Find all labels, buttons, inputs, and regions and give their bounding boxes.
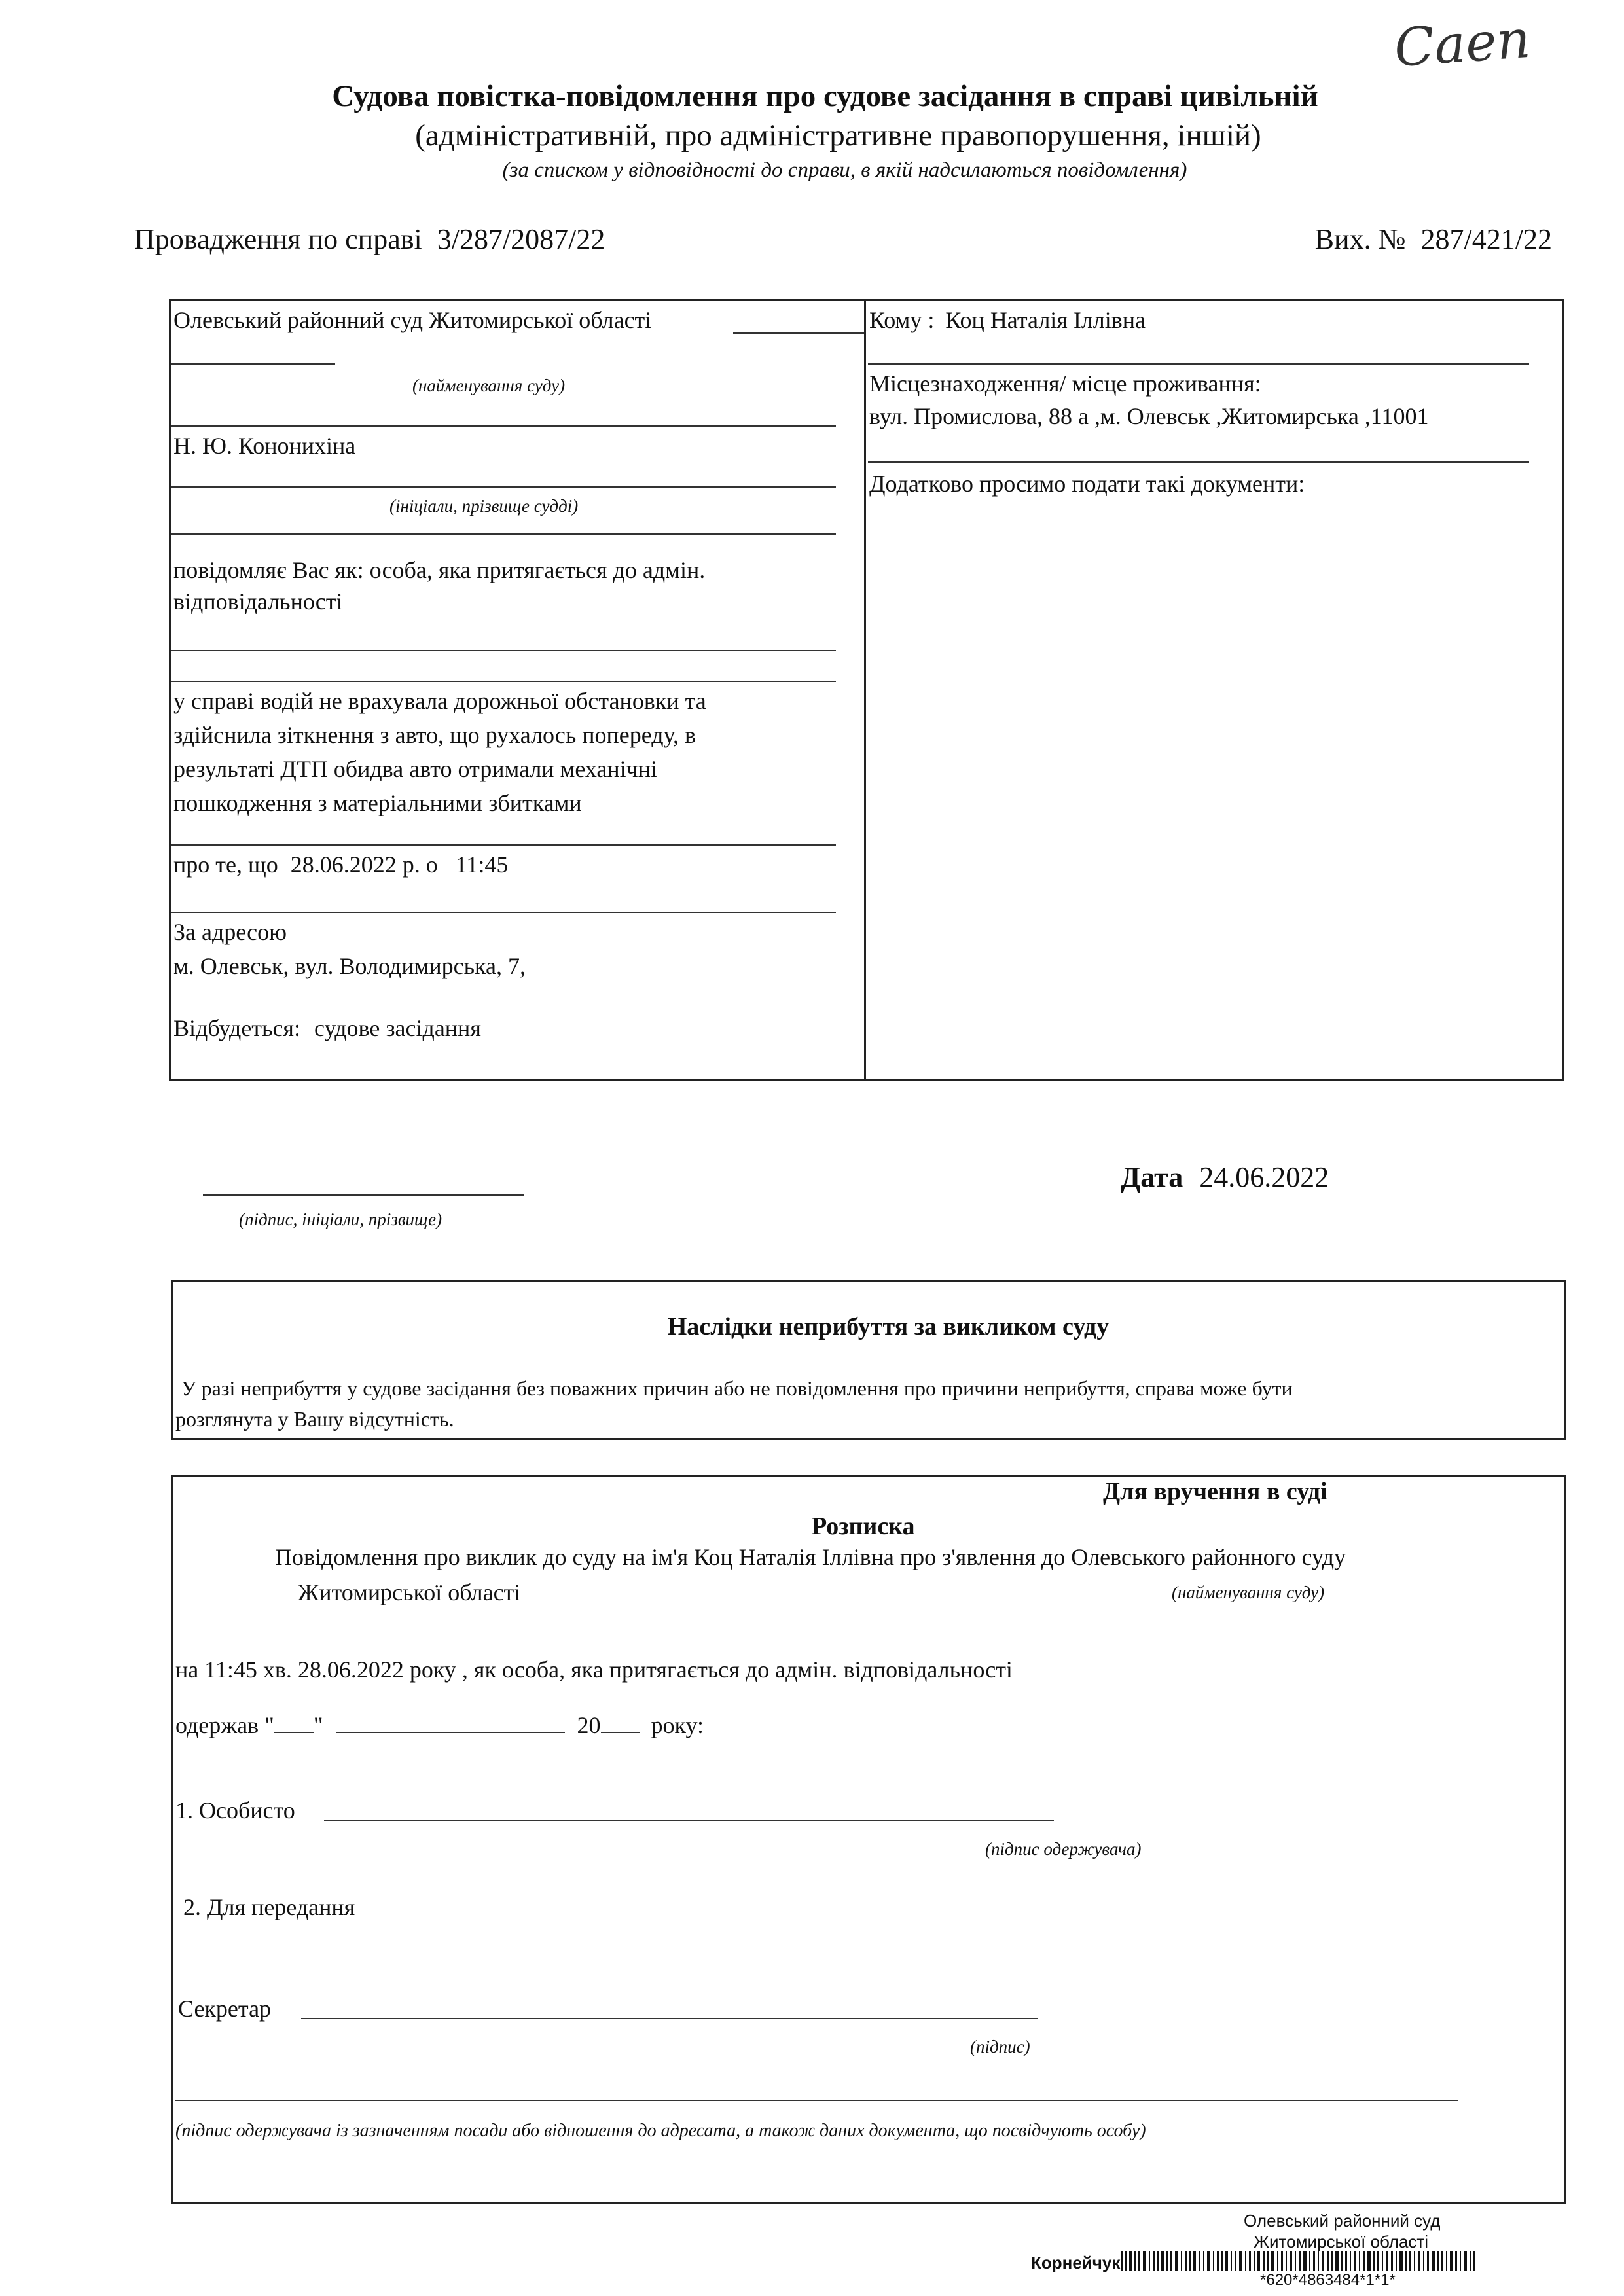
received-month-blank xyxy=(336,1732,565,1733)
outgoing-number-line xyxy=(1315,223,1552,256)
case-line-2: здійснила зіткнення з авто, що рухалось попереду, в xyxy=(173,722,696,748)
received-year-blank xyxy=(601,1732,640,1733)
court-caption: (найменування суду) xyxy=(412,376,566,395)
document-title: Судова повістка-повідомлення про судове засідання в справі цивільній xyxy=(332,79,1318,113)
proceeding-line xyxy=(134,223,605,256)
court-name-underline-a xyxy=(733,332,864,334)
case-line-3: результаті ДТП обидва авто отримали механічні xyxy=(173,756,658,782)
address-label: За адресою xyxy=(173,919,287,945)
received-quote: " xyxy=(313,1712,323,1738)
signature-line xyxy=(203,1194,524,1196)
proceeding-number: 3/287/2087/22 xyxy=(437,223,605,255)
barcode-text: *620*4863484*1*1* xyxy=(1260,2271,1396,2289)
for-court-label: Для вручення в суді xyxy=(1103,1478,1327,1505)
hearing-date: 28.06.2022 р. о xyxy=(290,852,438,878)
notify-underline-b xyxy=(171,681,836,682)
date-value: 24.06.2022 xyxy=(1199,1161,1329,1193)
judge-caption: (ініціали, прізвище судді) xyxy=(389,496,579,516)
handwritten-signature-mark: Саеп xyxy=(1392,8,1532,79)
receipt-title: Розписка xyxy=(812,1513,915,1540)
to-label: Кому : xyxy=(869,307,935,333)
judge-underline xyxy=(171,486,836,488)
document-subtitle: (адміністративній, про адміністративне правопорушення, іншій) xyxy=(415,118,1261,152)
notify-line-1: повідомляє Вас як: особа, яка притягається до адмін. xyxy=(173,557,706,583)
receipt-time-line: на 11:45 хв. 28.06.2022 року , як особа, яка притягається до адмін. відповідальності xyxy=(175,1657,1013,1683)
court-stamp-line-2: Житомирської області xyxy=(1254,2232,1429,2251)
recipient-address: вул. Промислова, 88 а ,м. Олевськ ,Житомирська ,11001 xyxy=(869,403,1429,429)
signature-caption: (підпис, ініціали, прізвище) xyxy=(239,1210,442,1229)
for-transfer-label: 2. Для передання xyxy=(183,1894,355,1920)
barcode xyxy=(1121,2251,1579,2272)
event-value: судове засідання xyxy=(314,1015,481,1041)
hearing-address: м. Олевськ, вул. Володимирська, 7, xyxy=(173,953,526,979)
notify-line-2: відповідальності xyxy=(173,588,343,615)
receipt-court-caption: (найменування суду) xyxy=(1172,1583,1325,1602)
court-name-underline-b xyxy=(171,363,335,365)
received-year: 20 xyxy=(577,1712,601,1738)
hearing-underline xyxy=(171,912,836,913)
received-line xyxy=(175,1712,704,1739)
receipt-footnote: (підпис одержувача із зазначенням посади або відношення до адресата, а також даних документа, що посвідчують особу) xyxy=(175,2121,1146,2141)
recipient-line xyxy=(869,306,1146,334)
document-note: (за списком у відповідності до справи, в якій надсилаються повідомлення) xyxy=(502,158,1187,182)
court-caption-line xyxy=(171,425,836,427)
court-name: Олевський районний суд Житомирської області xyxy=(173,307,652,333)
receipt-notice-line: Повідомлення про виклик до суду на ім'я Коц Наталія Іллівна про з'явлення до Олевського районного суду xyxy=(275,1544,1346,1570)
recipient-underline xyxy=(868,363,1529,365)
secretary-signature-line xyxy=(301,2018,1038,2019)
notify-underline-a xyxy=(171,650,836,651)
clerk-name: Корнейчук xyxy=(1031,2253,1121,2272)
proceeding-label: Провадження по справі xyxy=(134,223,422,255)
secretary-signature-caption: (підпис) xyxy=(970,2037,1030,2056)
address-underline xyxy=(868,461,1529,463)
outgoing-number: 287/421/22 xyxy=(1420,223,1552,255)
judge-caption-line xyxy=(171,533,836,535)
personally-label: 1. Особисто xyxy=(175,1797,295,1823)
recipient-name: Коц Наталія Іллівна xyxy=(945,307,1146,333)
secretary-label: Секретар xyxy=(178,1996,272,2022)
extra-documents-label: Додатково просимо подати такі документи: xyxy=(869,471,1305,497)
event-line xyxy=(173,1014,481,1042)
outgoing-label: Вих. № xyxy=(1314,223,1406,255)
hearing-time: 11:45 xyxy=(455,852,509,878)
date-line xyxy=(1121,1160,1329,1194)
personally-signature-line xyxy=(324,1820,1054,1821)
recipient-signature-caption: (підпис одержувача) xyxy=(985,1839,1142,1859)
column-divider xyxy=(864,299,866,1081)
receipt-court-region: Житомирської області xyxy=(298,1579,521,1605)
date-label: Дата xyxy=(1121,1161,1183,1193)
case-underline xyxy=(171,844,836,846)
event-label: Відбудеться: xyxy=(173,1015,300,1041)
judge-name: Н. Ю. Кононихіна xyxy=(173,433,356,459)
location-label: Місцезнаходження/ місце проживання: xyxy=(869,370,1261,397)
consequences-title: Наслідки неприбуття за викликом суду xyxy=(667,1313,1110,1340)
court-stamp-line-1: Олевський районний суд xyxy=(1244,2211,1441,2231)
consequences-line-2: розглянута у Вашу відсутність. xyxy=(175,1407,454,1431)
about-label: про те, що xyxy=(173,852,278,878)
case-line-1: у справі водій не врахувала дорожньої обстановки та xyxy=(173,688,706,714)
case-line-4: пошкодження з матеріальними збитками xyxy=(173,790,582,816)
consequences-line-1: У разі неприбуття у судове засідання без поважних причин або не повідомлення про причини неприбуття, справа може бути xyxy=(181,1376,1293,1400)
hearing-datetime xyxy=(173,851,508,878)
received-prefix: одержав " xyxy=(175,1712,274,1738)
received-day-blank xyxy=(274,1732,314,1733)
receipt-footnote-line xyxy=(175,2100,1458,2101)
received-suffix: року: xyxy=(651,1712,704,1738)
